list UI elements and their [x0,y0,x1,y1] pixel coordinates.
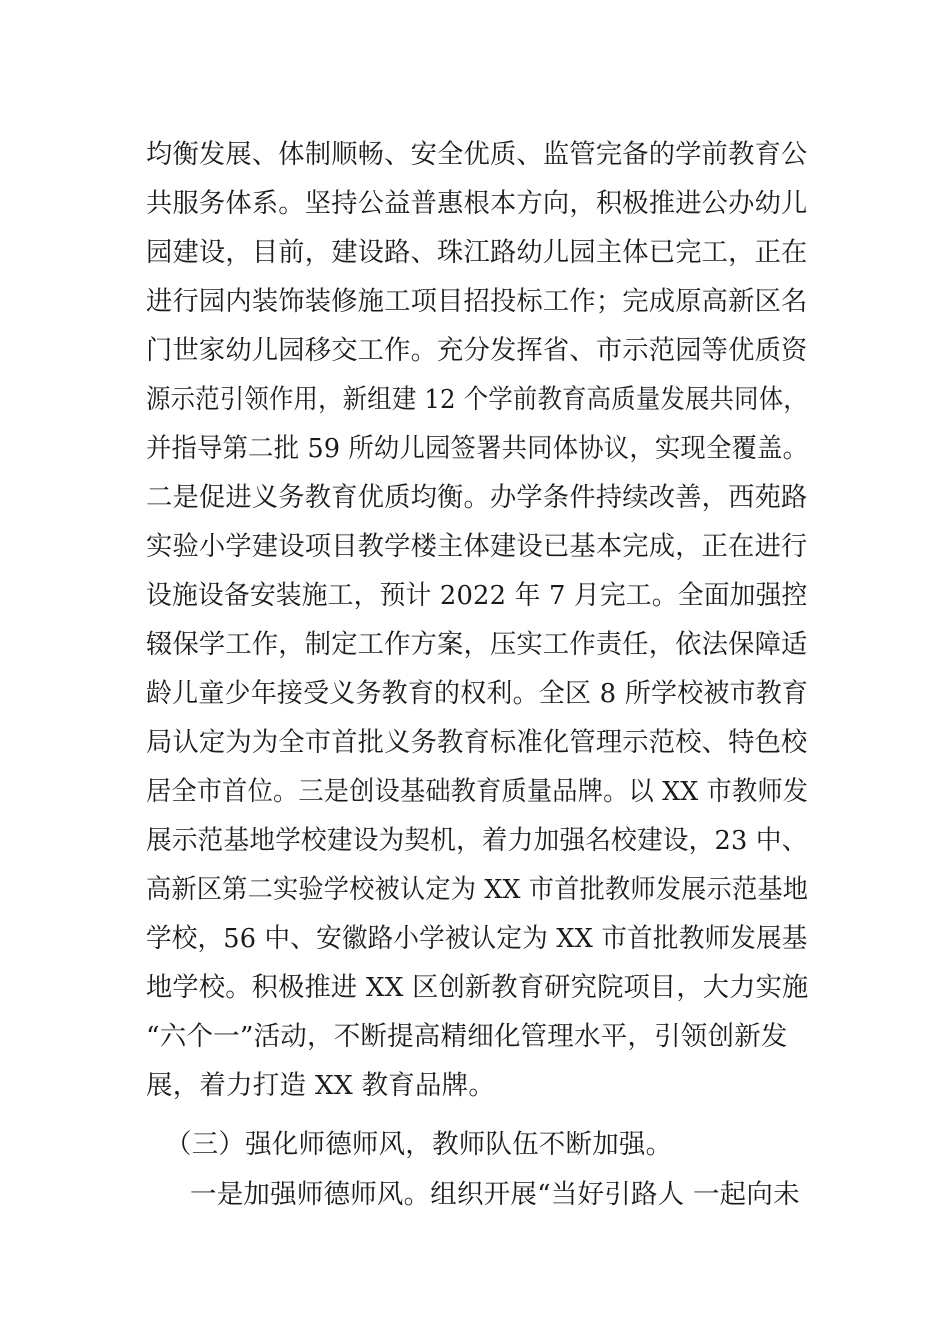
text-line: 设施设备安装施工，预计 2022 年 7 月完工。全面加强控 [146,580,808,611]
text-line: 龄儿童少年接受义务教育的权利。全区 8 所学校被市教育 [146,678,809,709]
text-line: 展示范基地学校建设为契机，着力加强名校建设，23 中、 [146,825,808,856]
text-line: 学校，56 中、安徽路小学被认定为 XX 市首批教师发展基 [146,923,808,954]
text-line: 实验小学建设项目教学楼主体建设已基本完成，正在进行 [146,531,808,562]
section-heading: （三）强化师德师风，教师队伍不断加强。 [165,1129,673,1160]
text-line: 高新区第二实验学校被认定为 XX 市首批教师发展示范基地 [146,874,809,905]
text-line: “六个一”活动，不断提高精细化管理水平，引领创新发 [146,1021,788,1052]
text-line: 门世家幼儿园移交工作。充分发挥省、市示范园等优质资 [146,335,808,366]
text-line: 共服务体系。坚持公益普惠根本方向，积极推进公办幼儿 [146,188,808,219]
text-line: 展，着力打造 XX 教育品牌。 [146,1070,496,1101]
text-line: 进行园内装饰装修施工项目招投标工作；完成原高新区名 [146,286,808,317]
text-line: 均衡发展、体制顺畅、安全优质、监管完备的学前教育公 [146,139,808,170]
text-line: 源示范引领作用，新组建 12 个学前教育高质量发展共同体， [146,384,808,415]
text-line: 局认定为为全市首批义务教育标准化管理示范校、特色校 [146,727,808,758]
text-line: 二是促进义务教育优质均衡。办学条件持续改善，西苑路 [146,482,808,513]
text-line: 一是加强师德师风。组织开展“当好引路人 一起向未 [190,1179,800,1210]
text-line: 地学校。积极推进 XX 区创新教育研究院项目，大力实施 [146,972,809,1003]
text-line: 并指导第二批 59 所幼儿园签署共同体协议，实现全覆盖。 [146,433,809,464]
text-line: 辍保学工作，制定工作方案，压实工作责任，依法保障适 [146,629,808,660]
text-line: 园建设，目前，建设路、珠江路幼儿园主体已完工，正在 [146,237,808,268]
text-line: 居全市首位。三是创设基础教育质量品牌。以 XX 市教师发 [146,776,809,807]
